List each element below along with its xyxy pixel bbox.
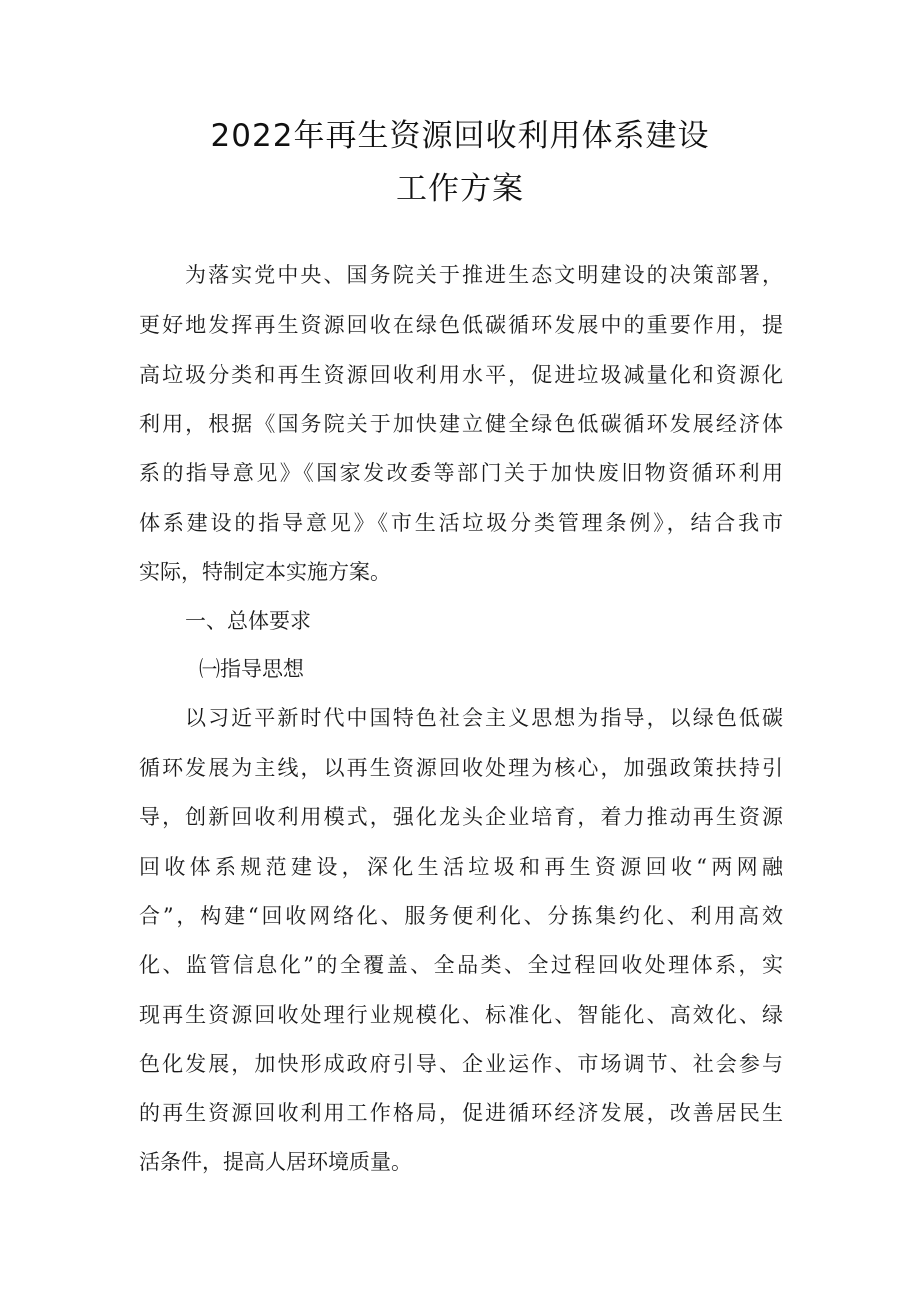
section-heading: 一、总体要求 bbox=[185, 609, 311, 633]
document-title-line-1: 2022年再生资源回收利用体系建设 bbox=[210, 118, 710, 154]
body-line: 合”，构建“回收网络化、服务便利化、分拣集约化、利用高效 bbox=[139, 904, 783, 928]
document-title-line-2: 工作方案 bbox=[396, 171, 524, 207]
intro-line: 为落实党中央、国务院关于推进生态文明建设的决策部署， bbox=[185, 263, 783, 287]
intro-line: 高垃圾分类和再生资源回收利用水平，促进垃圾减量化和资源化 bbox=[139, 363, 783, 387]
body-line: 化、监管信息化”的全覆盖、全品类、全过程回收处理体系，实 bbox=[139, 953, 783, 977]
intro-line: 实际，特制定本实施方案。 bbox=[139, 560, 391, 584]
body-line: 现再生资源回收处理行业规模化、标准化、智能化、高效化、绿 bbox=[139, 1003, 783, 1027]
body-line: 回收体系规范建设，深化生活垃圾和再生资源回收“两网融 bbox=[139, 855, 783, 879]
body-line: 循环发展为主线，以再生资源回收处理为核心，加强政策扶持引 bbox=[139, 756, 783, 780]
body-line: 导，创新回收利用模式，强化龙头企业培育，着力推动再生资源 bbox=[139, 805, 783, 829]
body-line: 的再生资源回收利用工作格局，促进循环经济发展，改善居民生 bbox=[139, 1101, 783, 1125]
intro-line: 利用，根据《国务院关于加快建立健全绿色低碳循环发展经济体 bbox=[139, 412, 783, 436]
body-line: 以习近平新时代中国特色社会主义思想为指导，以绿色低碳 bbox=[185, 706, 783, 730]
body-line: 色化发展，加快形成政府引导、企业运作、市场调节、社会参与 bbox=[139, 1052, 783, 1076]
intro-line: 更好地发挥再生资源回收在绿色低碳循环发展中的重要作用，提 bbox=[139, 313, 783, 337]
intro-line: 体系建设的指导意见》《市生活垃圾分类管理条例》，结合我市 bbox=[139, 511, 783, 535]
body-line: 活条件，提高人居环境质量。 bbox=[139, 1150, 412, 1174]
subsection-heading: ㈠指导思想 bbox=[199, 657, 304, 681]
intro-line: 系的指导意见》《国家发改委等部门关于加快废旧物资循环利用 bbox=[139, 461, 783, 485]
